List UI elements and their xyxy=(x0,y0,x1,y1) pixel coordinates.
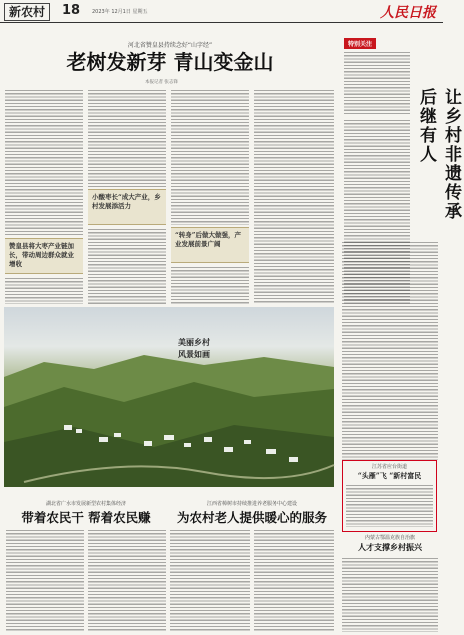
lead-body-col3-bottom xyxy=(171,265,249,304)
bottom-left-kicker: 湖北省广水市发展新型农村集体经济 xyxy=(45,501,126,507)
dateline: 2023年 12月1日 星期五 xyxy=(92,9,148,15)
bottom-mid-kicker: 江西省樟树市持续推进养老服务中心建设 xyxy=(206,501,297,507)
lead-body-col1-top xyxy=(5,88,83,236)
lead-callout-1: 赞皇县将大枣产业链加长，带动周边群众就业增收 xyxy=(5,238,83,274)
lead-callout-2: 小酸枣长“成大产业，乡村发展添活力 xyxy=(88,189,166,225)
lead-body-col3-top xyxy=(171,88,249,225)
right-intro-text xyxy=(344,50,410,114)
bottom-left-headline: 带着农民干 帮着农民赚 xyxy=(21,510,151,525)
lead-byline: 本报记者 张志锋 xyxy=(145,80,178,85)
bottom-mid-col2 xyxy=(254,528,334,632)
bottom-right-headline: 人才支撑乡村振兴 xyxy=(358,542,422,552)
special-focus-tab: 特别关注 xyxy=(344,38,376,49)
photo-caption-line2: 风景如画 xyxy=(178,349,210,359)
boxed-kicker: 江苏省应台街道 xyxy=(371,464,407,470)
lead-body-col4 xyxy=(254,88,334,304)
page-number: 18 xyxy=(62,3,81,18)
landscape-photo xyxy=(4,307,334,487)
bottom-left-col1 xyxy=(6,528,84,632)
bottom-right-body xyxy=(342,556,438,632)
boxed-headline: “头雁”飞 “新村富民 xyxy=(357,471,422,480)
bottom-mid-col1 xyxy=(170,528,250,632)
highlighted-article xyxy=(342,460,437,532)
section-name: 新农村 xyxy=(4,3,50,21)
boxed-body-text xyxy=(346,483,433,527)
bottom-left-col2 xyxy=(88,528,166,632)
lead-body-col2-bottom xyxy=(88,227,166,304)
bottom-right-kicker: 内蒙古鄂温克族自治旗 xyxy=(364,535,415,541)
right-body-col2 xyxy=(342,240,438,460)
lead-body-col2-top xyxy=(88,88,166,187)
lead-body-col1-bottom xyxy=(5,276,83,304)
lead-headline: 老树发新芽 青山变金山 xyxy=(66,50,274,74)
landscape-illustration xyxy=(4,307,334,487)
bottom-mid-headline: 为农村老人提供暖心的服务 xyxy=(176,510,327,525)
photo-caption-line1: 美丽乡村 xyxy=(178,337,210,347)
right-headline: 让乡村非遗传承后继有人 xyxy=(416,88,461,221)
newspaper-logo: 人民日报 xyxy=(380,5,436,21)
photo-caption xyxy=(178,336,240,360)
lead-kicker: 河北省赞皇县持续念好“山字经” xyxy=(127,42,213,49)
lead-callout-3: “转身”后做大做强，产业发展前景广阔 xyxy=(171,227,249,263)
